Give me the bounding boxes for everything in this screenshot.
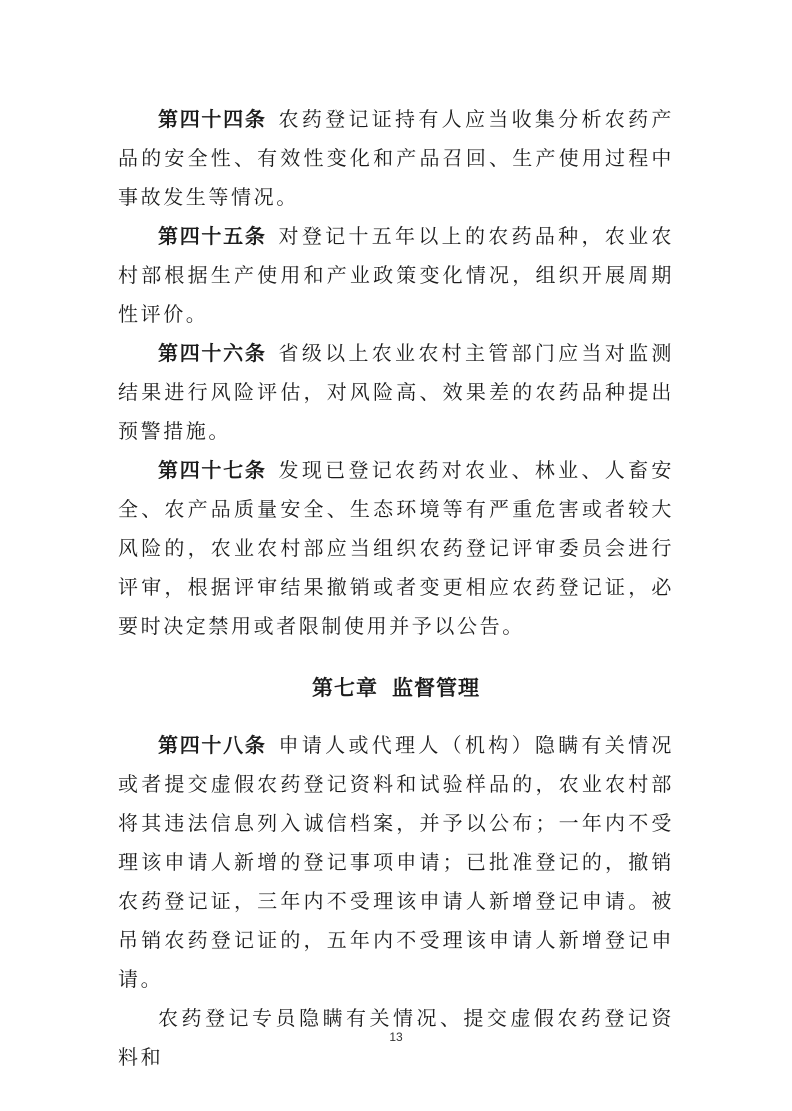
article-number: 第四十八条 <box>158 733 267 757</box>
document-body <box>118 100 674 1077</box>
article-text: 发现已登记农药对农业、林业、人畜安全、农产品质量安全、生态环境等有严重危害或者较大风险的，农业农村部应当组织农药登记评审委员会进行评审，根据评审结果撤销或者变更相应农药登记证，必要时决定禁用或者限制使用并予以公告。 <box>118 458 675 638</box>
article-47 <box>118 451 674 646</box>
chapter-title: 监督管理 <box>392 676 480 700</box>
article-text: 省级以上农业农村主管部门应当对监测结果进行风险评估，对风险高、效果差的农药品种提出预警措施。 <box>118 341 675 443</box>
chapter-heading <box>118 668 674 708</box>
article-text: 申请人或代理人（机构）隐瞒有关情况或者提交虚假农药登记资料和试验样品的，农业农村部将其违法信息列入诚信档案，并予以公布；一年内不受理该申请人新增的登记事项申请；已批准登记的，撤销农药登记证，三年内不受理该申请人新增登记申请。被吊销农药登记证的，五年内不受理该申请人新增登记申请。 <box>118 733 675 991</box>
article-text: 对登记十五年以上的农药品种，农业农村部根据生产使用和产业政策变化情况，组织开展周期性评价。 <box>118 224 675 326</box>
article-48 <box>118 726 674 999</box>
article-number: 第四十五条 <box>158 224 267 248</box>
article-number: 第四十七条 <box>158 458 267 482</box>
chapter-number: 第七章 <box>312 676 378 700</box>
page-number: 13 <box>389 1030 403 1044</box>
article-46 <box>118 334 674 451</box>
article-text: 农药登记证持有人应当收集分析农药产品的安全性、有效性变化和产品召回、生产使用过程中事故发生等情况。 <box>118 107 675 209</box>
article-number: 第四十四条 <box>158 107 267 131</box>
article-45 <box>118 217 674 334</box>
trailing-paragraph: 农药登记专员隐瞒有关情况、提交虚假农药登记资料和 <box>118 1006 674 1069</box>
article-44 <box>118 100 674 217</box>
article-number: 第四十六条 <box>158 341 267 365</box>
